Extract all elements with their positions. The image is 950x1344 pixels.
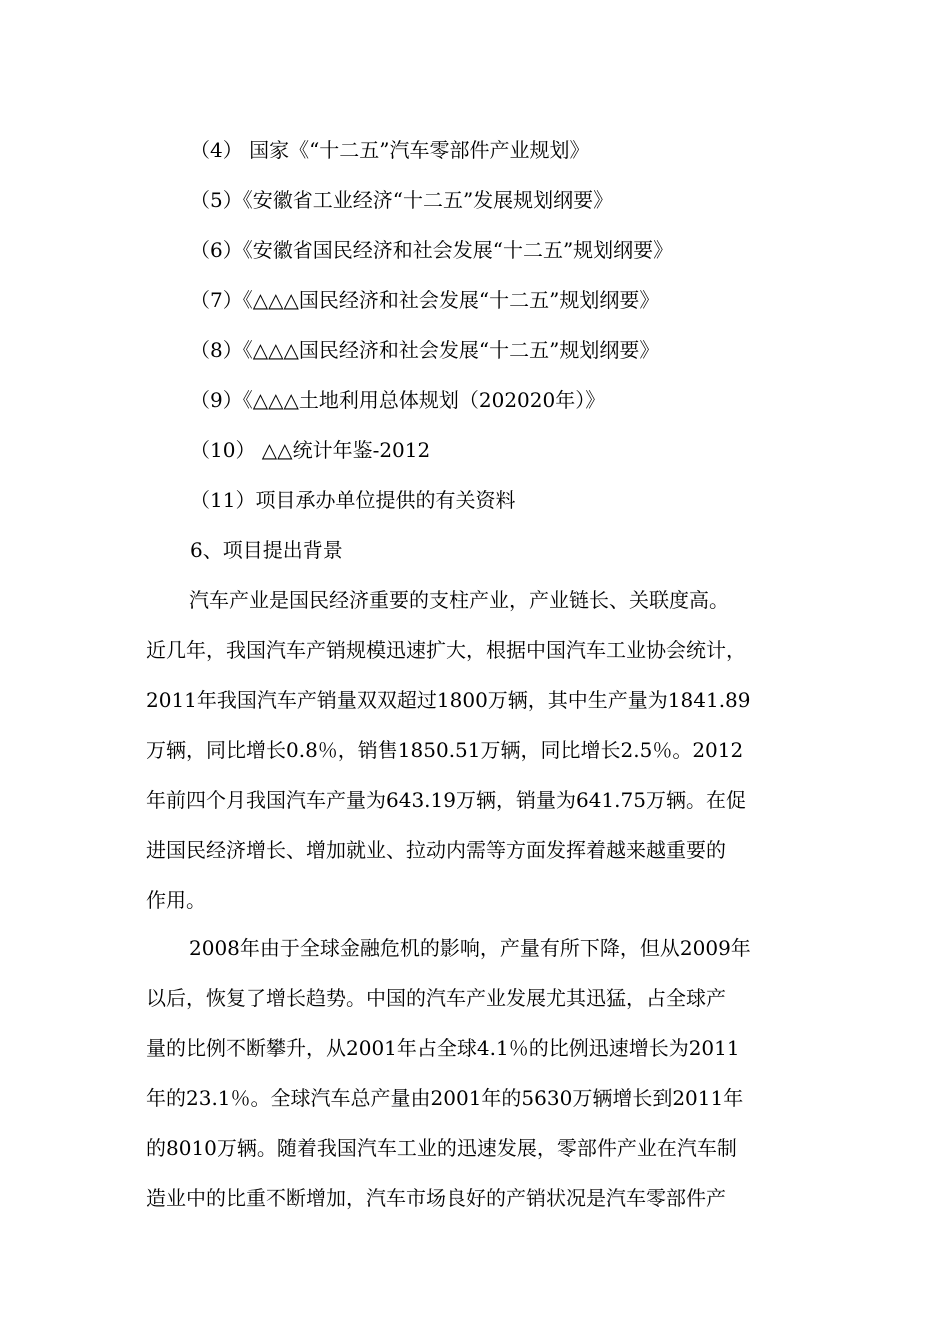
reference-item: （11）项目承办单位提供的有关资料 [190,488,516,512]
paragraph-line: 进国民经济增长、增加就业、拉动内需等方面发挥着越来越重要的 [146,838,726,862]
reference-item: （5）《安徽省工业经济“十二五”发展规划纲要》 [190,188,614,212]
paragraph-line: 年前四个月我国汽车产量为643.19万辆，销量为641.75万辆。在促 [146,788,746,812]
reference-item: （9）《△△△土地利用总体规划（202020年）》 [190,388,606,412]
paragraph-line: 近几年，我国汽车产销规模迅速扩大，根据中国汽车工业协会统计， [146,638,746,662]
paragraph-1 [146,580,826,930]
reference-list [190,130,830,580]
reference-item: （10） △△统计年鉴-2012 [190,438,431,462]
paragraph-line: 以后，恢复了增长趋势。中国的汽车产业发展尤其迅猛，占全球产 [146,986,726,1010]
reference-item: （8）《△△△国民经济和社会发展“十二五”规划纲要》 [190,338,660,362]
paragraph-line: 汽车产业是国民经济重要的支柱产业，产业链长、关联度高。 [189,588,729,612]
paragraph-line: 年的23.1％。全球汽车总产量由2001年的5630万辆增长到2011年 [146,1086,744,1110]
reference-item: （6）《安徽省国民经济和社会发展“十二五”规划纲要》 [190,238,674,262]
paragraph-line: 作用。 [146,888,206,912]
paragraph-line: 的8010万辆。随着我国汽车工业的迅速发展，零部件产业在汽车制 [146,1136,737,1160]
paragraph-line: 2011年我国汽车产销量双双超过1800万辆，其中生产量为1841.89 [146,688,751,712]
paragraph-2 [146,928,826,1228]
paragraph-line: 万辆，同比增长0.8％，销售1850.51万辆，同比增长2.5％。2012 [146,738,744,762]
reference-item: （4） 国家《“十二五”汽车零部件产业规划》 [190,138,590,162]
paragraph-line: 量的比例不断攀升，从2001年占全球4.1％的比例迅速增长为2011 [146,1036,740,1060]
paragraph-line: 2008年由于全球金融危机的影响，产量有所下降，但从2009年 [189,936,751,960]
paragraph-line: 造业中的比重不断增加，汽车市场良好的产销状况是汽车零部件产 [146,1186,726,1210]
section-heading: 6、项目提出背景 [190,538,343,562]
reference-item: （7）《△△△国民经济和社会发展“十二五”规划纲要》 [190,288,660,312]
